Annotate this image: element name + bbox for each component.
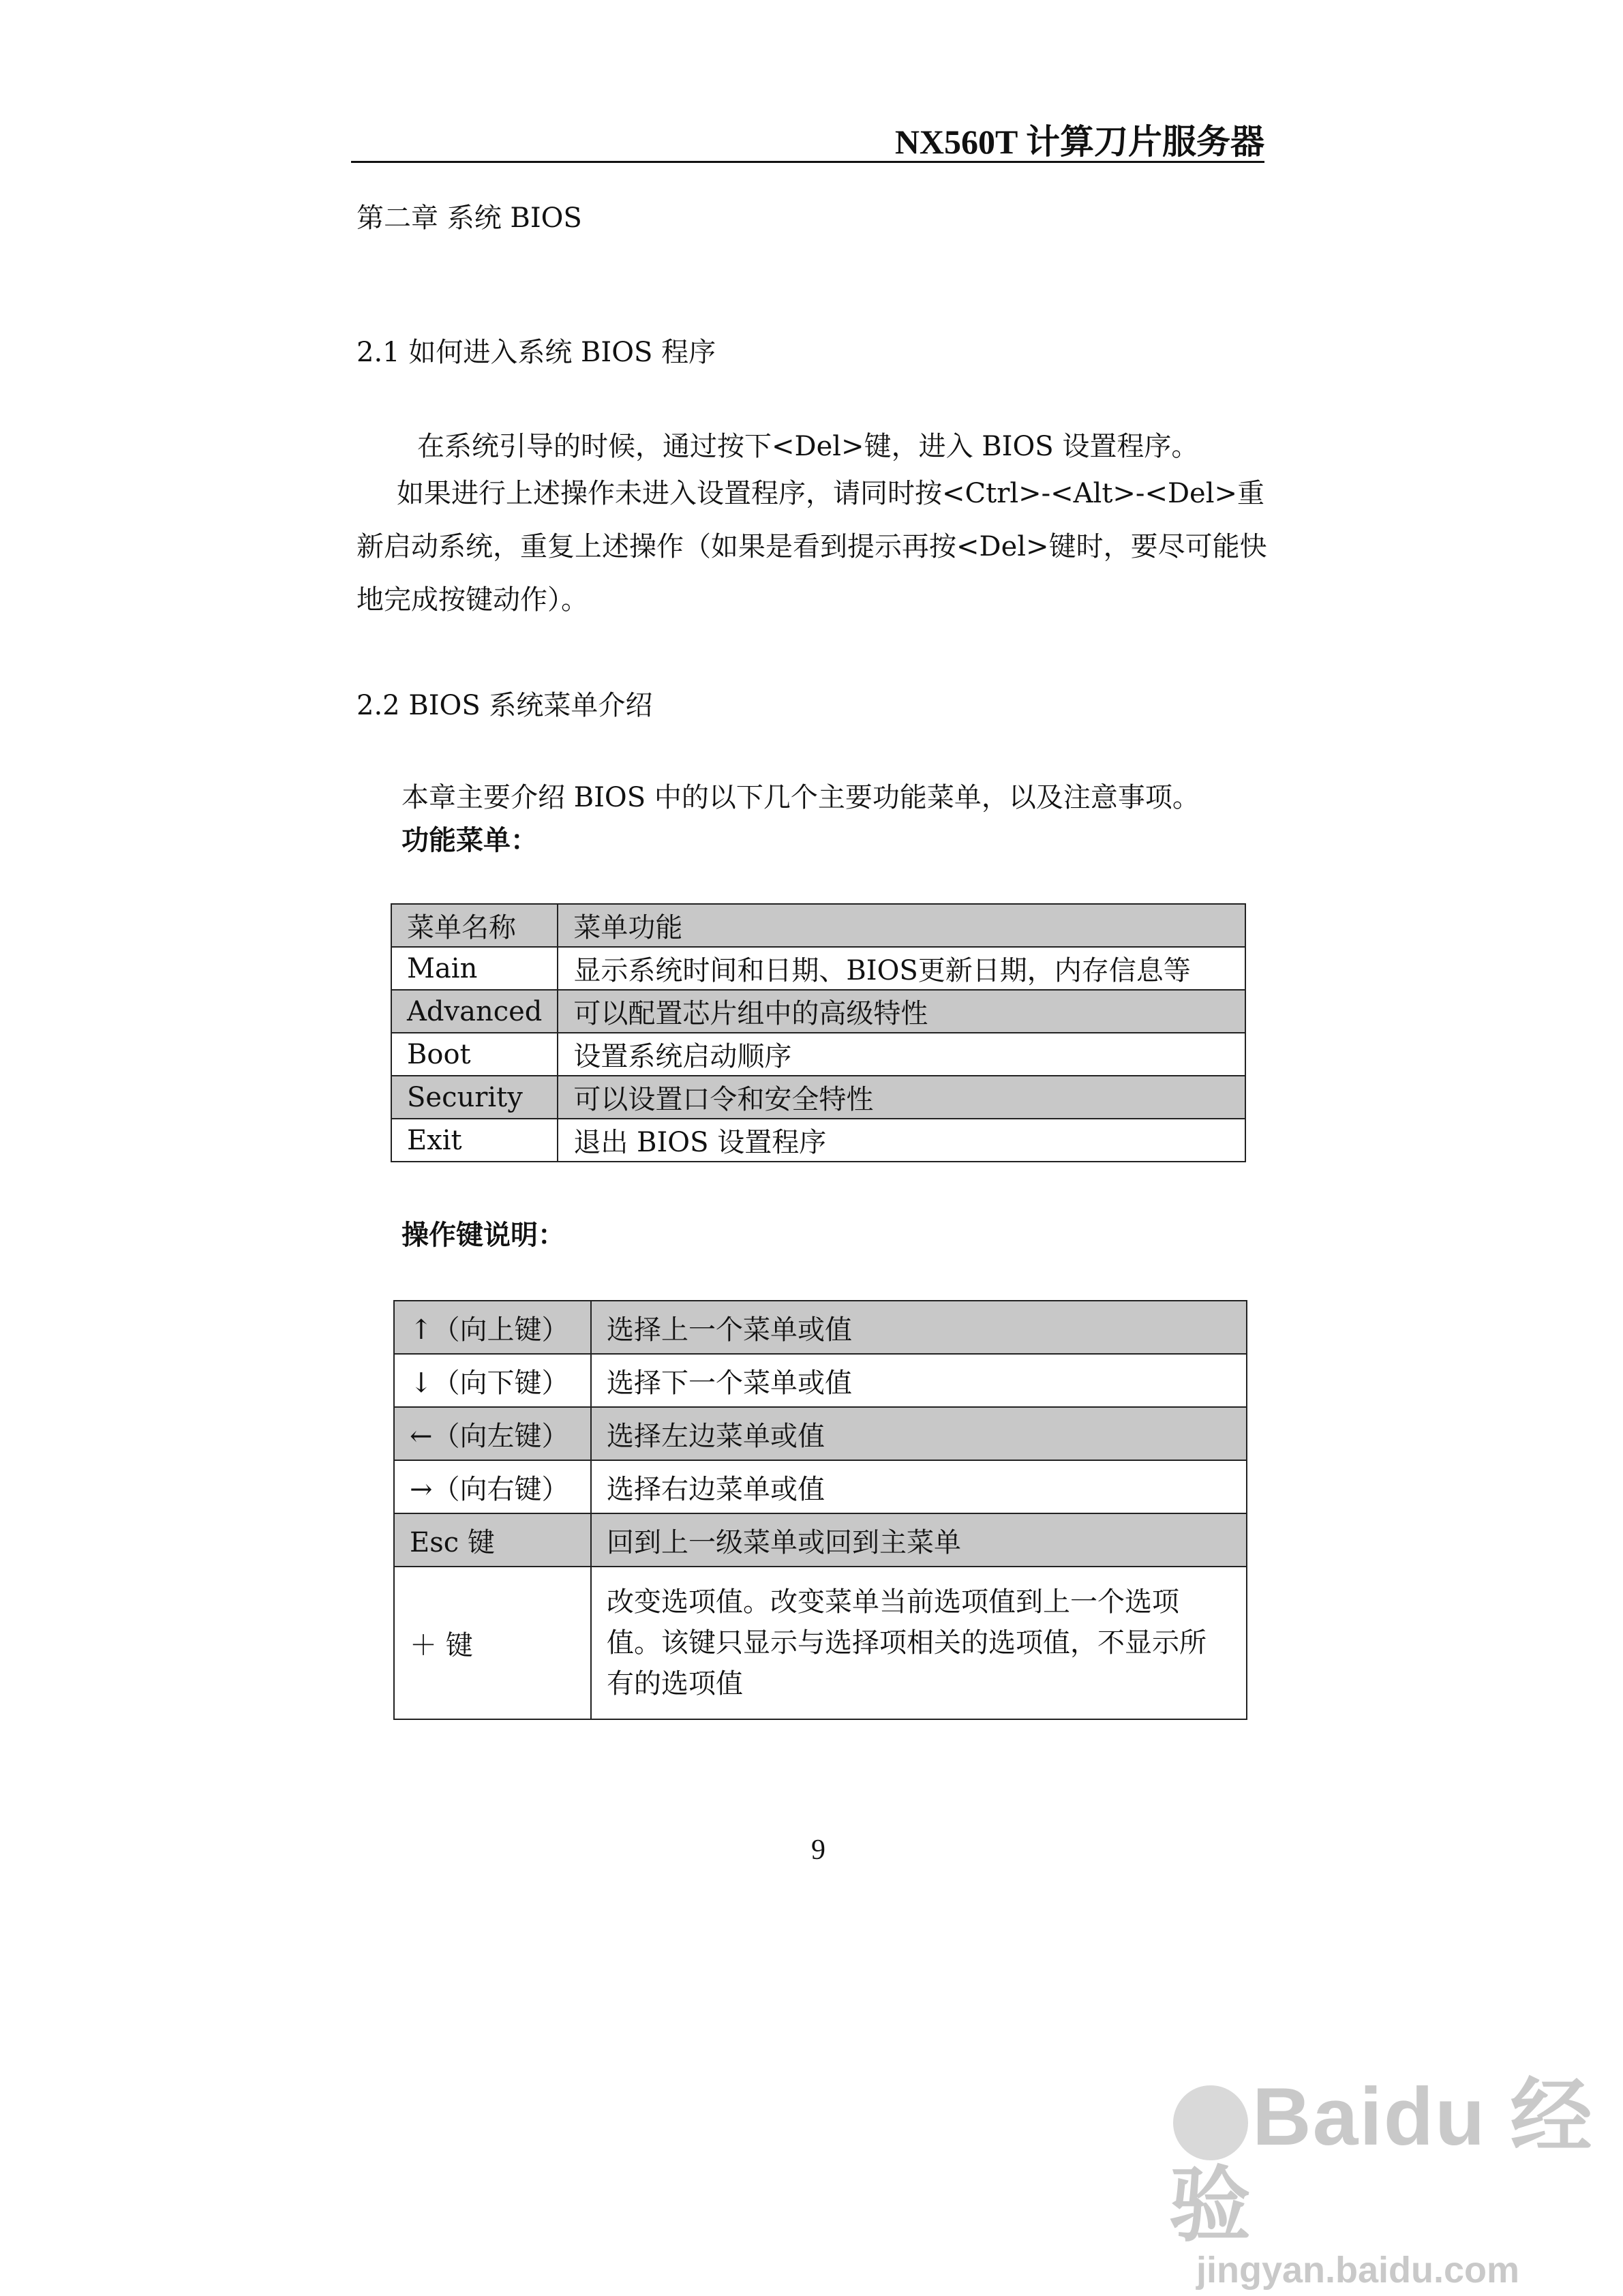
paragraph-enter-bios: 在系统引导的时候，通过按下<Del>键，进入 BIOS 设置程序。 [417,431,1199,462]
key-cell: ←（向左键） [394,1407,591,1460]
paragraph-retry-line3: 地完成按键动作）。 [357,584,588,616]
chapter-title: 第二章 系统 BIOS [357,202,582,234]
menu-name-cell: Boot [391,1033,558,1076]
watermark-url: jingyan.baidu.com [1196,2250,1520,2291]
key-description-cell: 选择左边菜单或值 [591,1407,1247,1460]
paw-icon [1173,2085,1248,2160]
key-cell: ＋ 键 [394,1567,591,1719]
section-heading-2-1: 2.1 如何进入系统 BIOS 程序 [357,337,716,368]
table-row [391,1033,1245,1076]
key-cell: →（向右键） [394,1460,591,1513]
key-description-cell: 选择右边菜单或值 [591,1460,1247,1513]
table-row [394,1407,1247,1460]
menu-function-cell: 显示系统时间和日期、BIOS更新日期，内存信息等 [558,947,1245,990]
watermark-logo [1169,2072,1623,2250]
key-description-cell: 改变选项值。改变菜单当前选项值到上一个选项值。该键只显示与选择项相关的选项值，不显示所有的选项值 [591,1567,1247,1719]
paragraph-retry-line2: 新启动系统，重复上述操作（如果是看到提示再按<Del>键时，要尽可能快 [357,531,1267,562]
menu-name-cell: Security [391,1076,558,1119]
keys-table [393,1300,1247,1720]
header-title: NX560T 计算刀片服务器 [894,123,1264,161]
header-menu-function: 菜单功能 [558,904,1245,947]
keys-label: 操作键说明： [401,1219,565,1251]
menu-name-cell: Main [391,947,558,990]
key-description-cell: 选择下一个菜单或值 [591,1354,1247,1407]
section-heading-2-2: 2.2 BIOS 系统菜单介绍 [357,690,653,721]
key-cell: Esc 键 [394,1513,591,1567]
menu-function-cell: 设置系统启动顺序 [558,1033,1245,1076]
watermark [1169,2072,1623,2291]
table-row [391,947,1245,990]
table-row [391,1076,1245,1119]
table-row [394,1567,1247,1719]
menu-name-cell: Advanced [391,990,558,1033]
table-row [391,990,1245,1033]
key-description-cell: 选择上一个菜单或值 [591,1301,1247,1354]
menu-table [391,903,1246,1162]
table-row [394,1460,1247,1513]
key-cell: ↓（向下键） [394,1354,591,1407]
header-rule [351,161,1264,163]
menus-intro: 本章主要介绍 BIOS 中的以下几个主要功能菜单，以及注意事项。 [401,782,1200,813]
page-number: 9 [811,1834,825,1866]
menu-name-cell: Exit [391,1119,558,1162]
paragraph-retry-line1: 如果进行上述操作未进入设置程序，请同时按<Ctrl>-<Alt>-<Del>重 [397,478,1265,509]
table-row [391,1119,1245,1162]
header-menu-name: 菜单名称 [391,904,558,947]
menu-function-cell: 可以配置芯片组中的高级特性 [558,990,1245,1033]
table-row [394,1513,1247,1567]
key-cell: ↑（向上键） [394,1301,591,1354]
key-description-cell: 回到上一级菜单或回到主菜单 [591,1513,1247,1567]
menu-function-cell: 可以设置口令和安全特性 [558,1076,1245,1119]
menu-function-cell: 退出 BIOS 设置程序 [558,1119,1245,1162]
menu-label: 功能菜单： [401,824,538,856]
table-row [394,1301,1247,1354]
table-header-row [391,904,1245,947]
watermark-logo-text: Baidu 经验 [1169,2071,1594,2251]
table-row [394,1354,1247,1407]
